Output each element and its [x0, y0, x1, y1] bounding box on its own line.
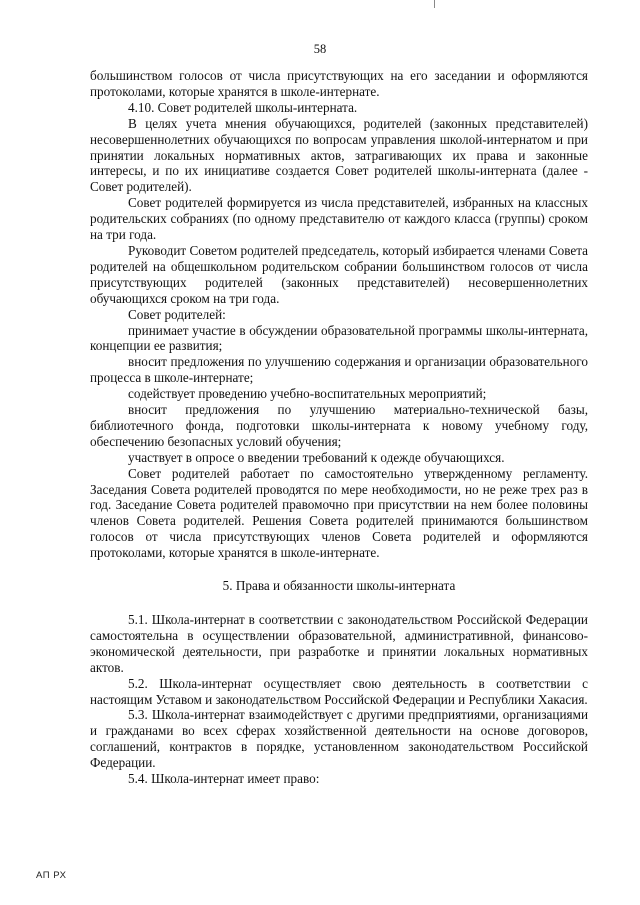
paragraph: 4.10. Совет родителей школы-интерната.	[128, 99, 358, 115]
section-heading: 5. Права и обязанности школы-интерната	[222, 578, 456, 594]
paragraph: Совет родителей:	[128, 306, 226, 322]
scan-mark	[434, 0, 435, 8]
document-body	[90, 68, 588, 787]
list-item: вносит предложения по улучшению материально-технической базы, библиотечного фонда, подготовки школы-интерната к новому учебному году, обеспечению безопасных условий обучения;	[90, 402, 588, 449]
paragraph: 5.4. Школа-интернат имеет право:	[128, 771, 320, 787]
paragraph: Руководит Советом родителей председатель, который избирается членами Совета родителей на общешкольном родительском собрании большинством голосов от числа присутствующих родителей (законных представителей) несовершеннолетних обучающихся сроком на три года.	[90, 242, 588, 306]
paragraph: 5.2. Школа-интернат осуществляет свою деятельность в соответствии с настоящим Уставом и законодательством Российской Федерации и Республики Хакасия.	[90, 675, 588, 707]
paragraph: Совет родителей формируется из числа представителей, избранных на классных родительских собраниях (по одному представителю от каждого класса (группы) сроком на три года.	[90, 195, 588, 243]
list-item: содействует проведению учебно-воспитательных мероприятий;	[128, 386, 487, 402]
list-item: участвует в опросе о введении требований к одежде обучающихся.	[128, 449, 505, 465]
paragraph: 5.1. Школа-интернат в соответствии с законодательством Российской Федерации самостоятельна в осуществлении образовательной, административной, финансово-экономической деятельности, при разработке и принятии локальных нормативных актов.	[90, 612, 588, 675]
paragraph: большинством голосов от числа присутствующих на его заседании и оформляются протоколами, которые хранятся в школе-интернате.	[90, 68, 588, 99]
list-item: вносит предложения по улучшению содержания и организации образовательного процесса в школе-интернате;	[90, 354, 588, 386]
paragraph: Совет родителей работает по самостоятельно утвержденному регламенту. Заседания Совета родителей проводятся по мере необходимости, но не реже трех раз в год. Заседание Совета родителей правомочно при присутствии на нем более половины членов Совета родителей. Решения Совета родителей принимаются большинством голосов от числа присутствующих членов Совета родителей и оформляются протоколами, которые хранятся в школе-интернате.	[90, 465, 588, 561]
footer-mark: АП РХ	[36, 870, 67, 881]
paragraph: В целях учета мнения обучающихся, родителей (законных представителей) несовершеннолетних обучающихся по вопросам управления школой-интернатом и при принятии локальных нормативных актов, затрагивающих их права и законные интересы, и по их инициативе создается Совет родителей школы-интерната (далее - Совет родителей).	[90, 115, 588, 195]
list-item: принимает участие в обсуждении образовательной программы школы-интерната, концепции ее развития;	[90, 322, 588, 354]
paragraph: 5.3. Школа-интернат взаимодействует с другими предприятиями, организациями и гражданами во всех сферах хозяйственной деятельности на основе договоров, соглашений, контрактов в порядке, установленном законодательством Российской Федерации.	[90, 707, 588, 771]
page-number: 58	[313, 42, 327, 56]
